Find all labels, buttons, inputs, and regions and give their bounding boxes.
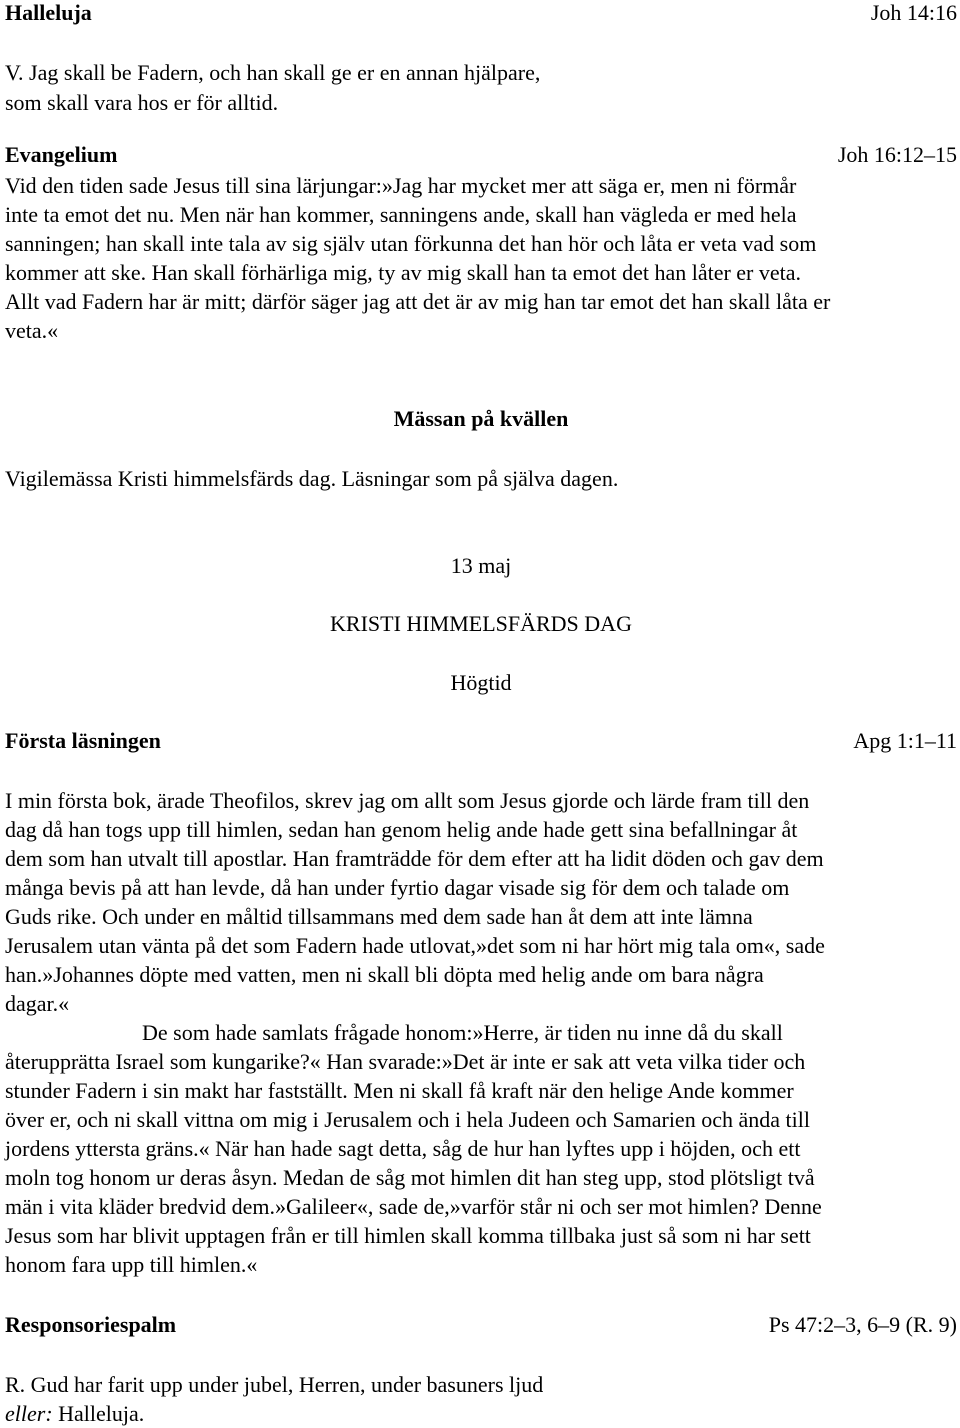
halleluja-reference: Joh 14:16 (870, 0, 957, 25)
text-line: I min första bok, ärade Theofilos, skrev jag om allt som Jesus gjorde och lärde fram till den (5, 788, 810, 813)
evening-mass-note: Vigilemässa Kristi himmelsfärds dag. Läsningar som på själva dagen. (5, 466, 619, 491)
text-line: Guds rike. Och under en måltid tillsammans med dem sade han åt dem att inte lämna (5, 904, 753, 929)
gospel-title: Evangelium (5, 142, 118, 167)
psalm-heading-row (5, 1312, 957, 1340)
text-line: jordens yttersta gräns.« När han hade sagt detta, såg de hur han lyftes upp i höjden, och ett (5, 1136, 801, 1161)
feast-rank-block (5, 670, 957, 696)
halleluja-title: Halleluja (5, 0, 92, 25)
text-line: Vid den tiden sade Jesus till sina lärjungar:»Jag har mycket mer att säga er, men ni förmår (5, 173, 797, 198)
text-line: stunder Fadern i sin makt har fastställt. Men ni skall få kraft när den helige Ande kommer (5, 1078, 794, 1103)
psalm-response-line: R. Gud har farit upp under jubel, Herren, under basuners ljud (5, 1372, 544, 1397)
text-line: sanningen; han skall inte tala av sig själv utan förkunna det han hör och låta er veta vad som (5, 231, 817, 256)
text-line: veta.« (5, 318, 59, 343)
psalm-section (5, 1312, 957, 1428)
gospel-section (5, 142, 957, 345)
evening-mass-title: Mässan på kvällen (393, 406, 569, 431)
first-reading-reference: Apg 1:1–11 (853, 728, 957, 753)
first-reading-heading-row (5, 728, 957, 756)
psalm-alt-text: Halleluja. (52, 1401, 145, 1426)
first-reading-text (5, 786, 957, 1279)
text-line: dem som han utvalt till apostlar. Han framträdde för dem efter att ha lidit döden och gav dem (5, 846, 824, 871)
halleluja-verse (5, 58, 957, 118)
text-line: över er, och ni skall vittna om mig i Jerusalem och i hela Judeen och Samarien och ända till (5, 1107, 810, 1132)
text-line-indented: De som hade samlats frågade honom:»Herre, är tiden nu inne då du skall (142, 1020, 783, 1045)
text-line: män i vita kläder bredvid dem.»Galileer«, sade de,»varför står ni och ser mot himlen? Denne (5, 1194, 822, 1219)
text-line: återupprätta Israel som kungarike?« Han svarade:»Det är inte er sak att veta vilka tider och (5, 1049, 806, 1074)
text-line: Jerusalem utan vänta på det som Fadern hade utlovat,»det som ni har hört mig tala om«, sade (5, 933, 825, 958)
first-reading-title: Första läsningen (5, 728, 161, 753)
text-line: han.»Johannes döpte med vatten, men ni skall bli döpta med helig ande om bara några (5, 962, 764, 987)
text-line: dagar.« (5, 991, 70, 1016)
psalm-title: Responsoriespalm (5, 1312, 177, 1337)
text-line: honom fara upp till himlen.« (5, 1252, 258, 1277)
text-line: kommer att ske. Han skall förhärliga mig, ty av mig skall han ta emot det han låter er veta. (5, 260, 802, 285)
evening-mass-section (5, 406, 957, 432)
psalm-alt-label: eller: (5, 1401, 53, 1426)
text-line: V. Jag skall be Fadern, och han skall ge er en annan hjälpare, (5, 60, 541, 85)
feast-rank: Högtid (450, 670, 512, 695)
psalm-response (5, 1370, 957, 1428)
text-line: moln tog honom ur deras åsyn. Medan de såg mot himlen dit han steg upp, stod plötsligt två (5, 1165, 815, 1190)
psalm-alt-line (5, 1399, 957, 1428)
halleluja-section (5, 0, 957, 118)
gospel-reference: Joh 16:12–15 (837, 142, 957, 167)
feast-name-block (5, 611, 957, 637)
first-reading-section (5, 728, 957, 1279)
text-line: Allt vad Fadern har är mitt; därför säger jag att det är av mig han tar emot det han skall låta er (5, 289, 831, 314)
psalm-reference: Ps 47:2–3, 6–9 (R. 9) (768, 1312, 957, 1337)
text-line: inte ta emot det nu. Men när han kommer, sanningens ande, skall han vägleda er med hela (5, 202, 797, 227)
text-line: dag då han togs upp till himlen, sedan han genom helig ande hade gett sina befallningar åt (5, 817, 798, 842)
gospel-heading-row (5, 142, 957, 171)
evening-mass-note-block (5, 466, 957, 492)
day-date: 13 maj (450, 553, 512, 578)
halleluja-heading-row (5, 0, 957, 28)
feast-name: KRISTI HIMMELSFÄRDS DAG (330, 611, 632, 636)
text-line: Jesus som har blivit upptagen från er till himlen skall komma tillbaka just så som ni har sett (5, 1223, 811, 1248)
text-line: många bevis på att han levde, då han under fyrtio dagar visade sig för dem och talade om (5, 875, 790, 900)
day-date-block (5, 553, 957, 579)
text-line: som skall vara hos er för alltid. (5, 90, 279, 115)
gospel-text (5, 171, 957, 345)
